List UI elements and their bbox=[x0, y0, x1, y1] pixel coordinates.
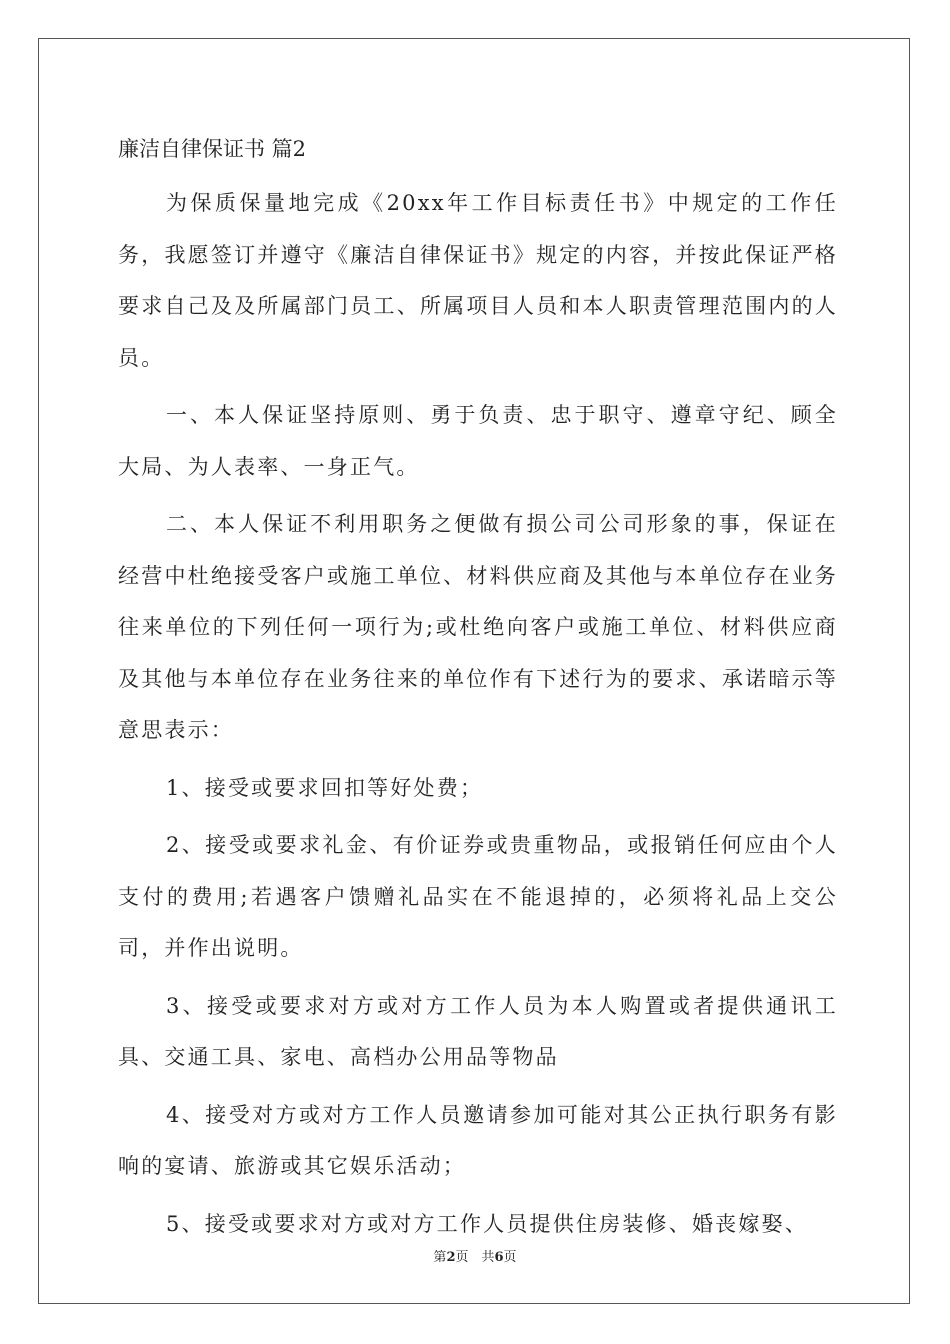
paragraph-sub-4: 4、接受对方或对方工作人员邀请参加可能对其公正执行职务有影响的宴请、旅游或其它娱乐活动； bbox=[118, 1102, 838, 1178]
paragraph-sub-2: 2、接受或要求礼金、有价证券或贵重物品，或报销任何应由个人支付的费用;若遇客户馈赠礼品实在不能退掉的，必须将礼品上交公司，并作出说明。 bbox=[118, 833, 838, 960]
page-current: 2 bbox=[446, 1250, 456, 1265]
paragraph-intro: 为保质保量地完成《20xx年工作目标责任书》中规定的工作任务，我愿签订并遵守《廉洁自律保证书》规定的内容，并按此保证严格要求自己及及所属部门员工、所属项目人员和本人职责管理范围内的人员。 bbox=[118, 191, 838, 370]
paragraph-item-2: 二、本人保证不利用职务之便做有损公司公司形象的事，保证在经营中杜绝接受客户或施工单位、材料供应商及其他与本单位存在业务往来单位的下列任何一项行为;或杜绝向客户或施工单位、材料供应商及其他与本单位存在业务往来的单位作有下述行为的要求、承诺暗示等意思表示： bbox=[118, 512, 838, 742]
paragraph-sub-5: 5、接受或要求对方或对方工作人员提供住房装修、婚丧嫁娶、 bbox=[166, 1211, 808, 1236]
page-mid: 页 共 bbox=[455, 1250, 495, 1265]
page-total: 6 bbox=[494, 1250, 504, 1265]
document-body bbox=[118, 128, 838, 1256]
paragraph-item-1: 一、本人保证坚持原则、勇于负责、忠于职守、遵章守纪、顾全大局、为人表率、一身正气。 bbox=[118, 403, 838, 479]
page-footer bbox=[0, 1246, 950, 1265]
paragraph-sub-1: 1、接受或要求回扣等好处费； bbox=[166, 775, 484, 800]
document-title: 廉洁自律保证书 篇2 bbox=[118, 137, 307, 161]
paragraph-sub-3: 3、接受或要求对方或对方工作人员为本人购置或者提供通讯工具、交通工具、家电、高档办公用品等物品 bbox=[118, 993, 838, 1069]
page-prefix: 第 bbox=[433, 1250, 447, 1265]
page-suffix: 页 bbox=[503, 1250, 517, 1265]
